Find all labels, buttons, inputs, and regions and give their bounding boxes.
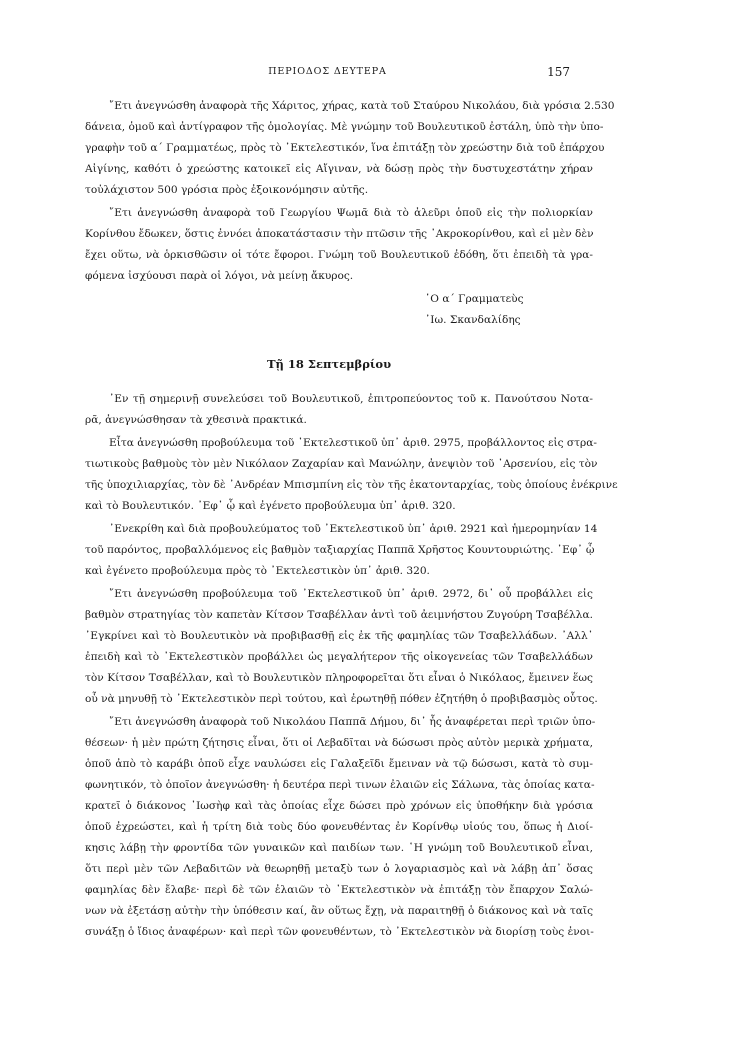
scan-artifact [160,985,420,989]
text-line: θέσεων· ἡ μὲν πρώτη ζήτησις εἶναι, ὅτι οἱ Λεβαδῖται νὰ δώσωσι πρὸς αὐτὸν μερικὰ χρήματα, [85,737,593,749]
text-line: ἐπειδὴ καὶ τὸ ᾿Εκτελεστικὸν προβάλλει ὡς μεγαλήτερον τῆς οἰκογενείας τῶν Τσαβελλάδων [85,651,593,663]
text-line: τιωτικοὺς βαθμοὺς τὸν μὲν Νικόλαον Ζαχαρίαν καὶ Μανώλην, ἀνεψιὸν τοῦ ᾿Αρσενίου, εἰς τὸν [85,458,598,470]
signature-block [425,289,593,331]
text-line: κρατεῖ ὁ διάκονος ᾿Ιωσὴφ καὶ τὰς ὁποίας εἶχε δώσει πρὸ χρόνων εἰς ὑποθήκην διὰ γρόσια [85,800,593,812]
text-line: Εἶτα ἀνεγνώσθη προβούλευμα τοῦ ᾿Εκτελεστικοῦ ὑπ᾿ ἀριθ. 2975, προβάλλοντος εἰς στρα- [109,437,597,449]
page-number: 157 [547,65,570,79]
paragraph [85,389,593,431]
text-line: ρᾶ, ἀνεγνώσθησαν τὰ χθεσινὰ πρακτικά. [85,414,307,426]
text-line: ῎Ετι ἀνεγνώσθη ἀναφορὰ τοῦ Νικολάου Παππᾶ Δήμου, δι᾿ ἧς ἀναφέρεται περὶ τριῶν ὑπο- [109,716,596,728]
paragraph [85,433,618,517]
text-line: Αἰγίνης, καθότι ὁ χρεώστης κατοικεῖ εἰς Αἴγιναν, νὰ δώσῃ πρὸς τὴν δυστυχεστάτην χήραν [85,163,593,175]
text-line: δάνεια, ὁμοῦ καὶ ἀντίγραφον τῆς ὁμολογίας. Μὲ γνώμην τοῦ Βουλευτικοῦ ἐστάλη, ὑπὸ τὴν ὑπο- [85,121,604,133]
text-line: τῆς ὑποχιλιαρχίας, τὸν δὲ ᾿Ανδρέαν Μπισμπίνη εἰς τὸν τῆς ἑκατονταρχίας, τοὺς ὁποίους ἐνέκρινε [85,479,618,491]
text-line: τὸν Κίτσον Τσαβέλλαν, καὶ τὸ Βουλευτικὸν πληροφορεῖται ὅτι εἶναι ὁ Νικόλαος, ἔμεινεν ἕως [85,672,593,684]
text-line: φόμενα ἰσχύουσι παρὰ οἱ λόγοι, νὰ μείνῃ ἄκυρος. [85,270,354,282]
text-line: οὗ νὰ μηνυθῇ τὸ ᾿Εκτελεστικὸν περὶ τούτου, καὶ ἐρωτηθῇ πόθεν ἐζητήθη ὁ προβιβασμὸς οὗτος. [85,693,598,705]
text-line: ἔχει οὕτω, νὰ ὁρκισθῶσιν οἱ τότε ἔφοροι. Γνώμη τοῦ Βουλευτικοῦ ἐδόθη, ὅτι ἐπειδὴ τὰ γρα- [85,249,593,261]
text-line: τοὐλάχιστον 500 γρόσια πρὸς ἐξοικονόμησιν αὐτῆς. [85,184,369,196]
text-line: ᾿Εγκρίνει καὶ τὸ Βουλευτικὸν νὰ προβιβασθῇ εἰς ἐκ τῆς φαμηλίας τῶν Τσαβελλάδων. ᾿Αλλ᾿ [85,630,593,642]
text-line: ὁποῦ ἐχρεώστει, καὶ ἡ τρίτη διὰ τοὺς δύο φονευθέντας ἐν Κορίνθῳ υἱούς του, ὅπως ἡ Διοί- [85,821,593,833]
text-line: καὶ τὸ Βουλευτικόν. ᾿Εφ᾿ ᾧ καὶ ἐγένετο προβούλευμα ὑπ᾿ ἀριθ. 320. [85,500,456,512]
text-line: ῎Ετι ἀνεγνώσθη ἀναφορὰ τῆς Χάριτος, χήρας, κατὰ τοῦ Σταύρου Νικολάου, διὰ γρόσια 2.530 [109,100,615,112]
signature-name: ᾿Ιω. Σκανδαλίδης [425,314,521,326]
paragraph [85,584,598,710]
text-line: ᾿Ενεκρίθη καὶ διὰ προβουλεύματος τοῦ ᾿Εκτελεστικοῦ ὑπ᾿ ἀριθ. 2921 καὶ ἡμερομηνίαν 14 [109,523,598,535]
paragraph [85,203,593,287]
text-line: ὅτι περὶ μὲν τῶν Λεβαδιτῶν νὰ θεωρηθῇ μεταξὺ των ὁ λογαριασμὸς καὶ νὰ λάβῃ ἀπ᾿ ὅσας [85,863,593,875]
text-line: καὶ ἐγένετο προβούλευμα πρὸς τὸ ᾿Εκτελεστικὸν ὑπ᾿ ἀριθ. 320. [85,565,430,577]
paragraph [85,519,598,582]
text-line: γραφὴν τοῦ α΄ Γραμματέως, πρὸς τὸ ᾿Εκτελεστικόν, ἵνα ἐπιτάξῃ τὸν χρεώστην διὰ τοῦ ἐπάρχου [85,142,605,154]
paragraph [85,712,596,943]
text-line: Κορίνθου ἔδωκεν, ὅστις ἐννόει ἀποκατάστασιν τὴν πτῶσιν τῆς ᾿Ακροκορίνθου, καὶ εἰ μὲν δὲν [85,228,594,240]
text-line: βαθμὸν στρατηγίας τὸν καπετὰν Κίτσον Τσαβέλλαν ἀντὶ τοῦ ἀειμνήστου Ζυγούρη Τσαβέλλα. [85,609,593,621]
page-header [85,66,570,86]
text-line: συνάξῃ ὁ ἴδιος ἀναφέρων· καὶ περὶ τῶν φονευθέντων, τὸ ᾿Εκτελεστικὸν νὰ διορίσῃ τοὺς ἐνοι- [85,926,594,938]
body-text [85,96,618,945]
text-line: κησις λάβῃ τὴν φροντίδα τῶν γυναικῶν καὶ παιδίων των. ῾Η γνώμη τοῦ Βουλευτικοῦ εἶναι, [85,842,593,854]
text-line: ῎Ετι ἀνεγνώσθη προβούλευμα τοῦ ᾿Εκτελεστικοῦ ὑπ᾿ ἀριθ. 2972, δι᾿ οὗ προβάλλει εἰς [109,588,593,600]
text-line: φωνητικόν, τὸ ὁποῖον ἀνεγνώσθη· ἡ δευτέρα περὶ τινων ἐλαιῶν εἰς Σάλωνα, τὰς ὁποίας κατα- [85,779,595,791]
text-line: τοῦ παρόντος, προβαλλόμενος εἰς βαθμὸν ταξιαρχίας Παππᾶ Χρῆστος Κουντουριώτης. ᾿Εφ᾿ ᾧ [85,544,595,556]
section-heading: Τῇ 18 Σεπτεμβρίου [266,357,392,371]
text-line: νων νὰ ἐξετάσῃ αὐτὴν τὴν ὑπόθεσιν καί, ἂν οὕτως ἔχῃ, νὰ παραιτηθῇ ὁ διάκονος καὶ νὰ ταῖς [85,905,593,917]
paragraph [85,96,615,201]
text-line: ὁποῦ ἀπὸ τὸ καράβι ὁποῦ εἶχε ναυλώσει εἰς Γαλαξεῖδι ἔμειναν νὰ τῷ δώσωσι, κατὰ τὸ συμ- [85,758,593,770]
running-title: ΠΕΡΙΟΔΟΣ ΔΕΥΤΕΡΑ [268,66,387,77]
text-line: φαμηλίας δὲν ἔλαβε· περὶ δὲ τῶν ἐλαιῶν τὸ ᾿Εκτελεστικὸν νὰ ἐπιτάξῃ τὸν ἔπαρχον Σαλώ- [85,884,593,896]
text-line: ῎Ετι ἀνεγνώσθη ἀναφορὰ τοῦ Γεωργίου Ψωμᾶ διὰ τὸ ἀλεῦρι ὁποῦ εἰς τὴν πολιορκίαν [109,207,593,219]
signature-title: ῾Ο α΄ Γραμματεὺς [425,293,524,305]
text-line: ᾿Εν τῇ σημερινῇ συνελεύσει τοῦ Βουλευτικοῦ, ἐπιτροπεύοντος τοῦ κ. Πανούτσου Νοτα- [109,393,593,405]
